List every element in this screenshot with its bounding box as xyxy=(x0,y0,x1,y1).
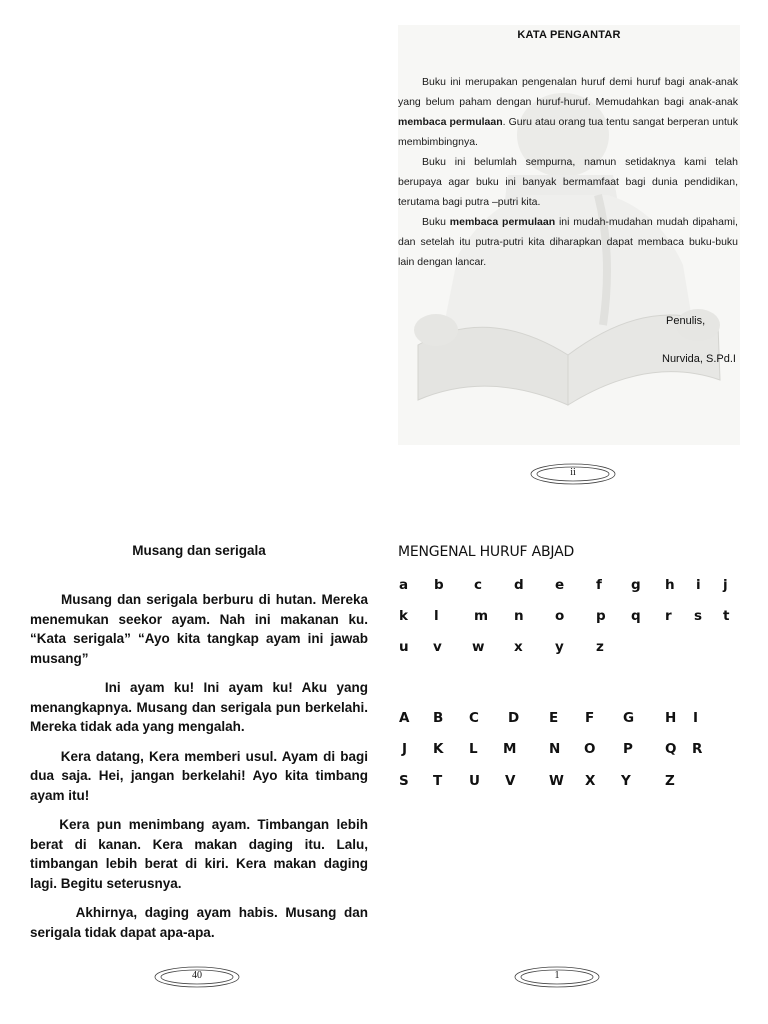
uppercase-row xyxy=(0,710,768,730)
letter: u xyxy=(399,639,409,655)
page-number-badge xyxy=(154,966,240,988)
letter: P xyxy=(623,741,633,757)
lowercase-row xyxy=(0,577,768,597)
letter: p xyxy=(596,608,606,624)
letter: K xyxy=(433,741,444,757)
page-number: 1 xyxy=(554,970,560,981)
preface-paragraph-1: Buku ini merupakan pengenalan huruf demi huruf bagi anak-anak yang belum paham dengan huruf-huruf. Memudahkan bagi anak-anak membaca permulaan. Guru atau orang tua tentu sangat berperan untuk membimbingnya. xyxy=(398,76,738,148)
letter: Q xyxy=(665,741,677,757)
letter: t xyxy=(723,608,730,624)
preface-page xyxy=(398,25,740,455)
story-paragraph: Musang dan serigala berburu di hutan. Mereka menemukan seekor ayam. Nah ini makanan ku. “Kata serigala” “Ayo kita tangkap ayam ini jawab musang” xyxy=(30,592,368,666)
letter: C xyxy=(469,710,479,726)
letter: X xyxy=(585,773,596,789)
letter: D xyxy=(508,710,520,726)
lowercase-row xyxy=(0,639,768,659)
letter: L xyxy=(469,741,478,757)
preface-paragraph-2: Buku ini belumlah sempurna, namun setidaknya kami telah berupaya agar buku ini banyak bermamfaat bagi dunia pendidikan, terutama bagi putra –putri kita. xyxy=(398,156,738,208)
letter: r xyxy=(665,608,672,624)
letter: M xyxy=(503,741,517,757)
letter: j xyxy=(723,577,728,593)
letter: T xyxy=(433,773,443,789)
story-paragraph: Kera pun menimbang ayam. Timbangan lebih berat di kanan. Kera makan daging itu. Lalu, timbangan lebih berat di kiri. Kera makan daging lagi. Begitu seterusnya. xyxy=(30,817,368,891)
letter: o xyxy=(555,608,565,624)
letter: B xyxy=(433,710,444,726)
letter: I xyxy=(693,710,699,726)
letter: V xyxy=(505,773,516,789)
letter: b xyxy=(434,577,444,593)
letter: s xyxy=(694,608,703,624)
letter: A xyxy=(399,710,410,726)
letter: E xyxy=(549,710,559,726)
letter: d xyxy=(514,577,524,593)
letter: z xyxy=(596,639,604,655)
page-number-badge xyxy=(530,463,616,485)
signature-name: Nurvida, S.Pd.I xyxy=(662,353,736,365)
letter: k xyxy=(399,608,408,624)
letter: W xyxy=(549,773,564,789)
letter: n xyxy=(514,608,524,624)
letter: c xyxy=(474,577,483,593)
uppercase-row xyxy=(0,741,768,761)
story-paragraph: Ini ayam ku! Ini ayam ku! Aku yang menangkapnya. Musang dan serigala pun berkelahi. Mereka tidak ada yang mengalah. xyxy=(30,680,368,734)
letter: f xyxy=(596,577,602,593)
letter: v xyxy=(433,639,442,655)
letter: S xyxy=(399,773,409,789)
lowercase-row xyxy=(0,608,768,628)
letter: Y xyxy=(621,773,631,789)
letter: w xyxy=(472,639,485,655)
signature-label: Penulis, xyxy=(666,315,706,327)
letter: i xyxy=(696,577,701,593)
story-paragraph: Akhirnya, daging ayam habis. Musang dan serigala tidak dapat apa-apa. xyxy=(30,905,368,940)
letter: y xyxy=(555,639,564,655)
letter: G xyxy=(623,710,635,726)
letter: l xyxy=(434,608,439,624)
letter: U xyxy=(469,773,480,789)
letter: e xyxy=(555,577,565,593)
page-number-badge xyxy=(514,966,600,988)
letter: h xyxy=(665,577,675,593)
letter: a xyxy=(399,577,409,593)
letter: Z xyxy=(665,773,675,789)
letter: R xyxy=(692,741,703,757)
letter: m xyxy=(474,608,489,624)
letter: J xyxy=(402,741,408,757)
letter: O xyxy=(584,741,596,757)
page-number: ii xyxy=(570,467,576,478)
story-paragraph: Kera datang, Kera memberi usul. Ayam di bagi dua saja. Hei, jangan berkelahi! Ayo kita timbang ayam itu! xyxy=(30,748,368,803)
letter: N xyxy=(549,741,561,757)
letter: g xyxy=(631,577,641,593)
letter: q xyxy=(631,608,641,624)
preface-title: KATA PENGANTAR xyxy=(517,29,621,41)
letter: x xyxy=(514,639,523,655)
alphabet-title: MENGENAL HURUF ABJAD xyxy=(398,544,575,560)
letter: F xyxy=(585,710,595,726)
uppercase-row xyxy=(0,773,768,793)
preface-body xyxy=(398,72,738,272)
story-title: Musang dan serigala xyxy=(132,543,266,558)
page-number: 40 xyxy=(192,970,202,981)
letter: H xyxy=(665,710,677,726)
preface-paragraph-3: Buku membaca permulaan ini mudah-mudahan mudah dipahami, dan setelah itu putra-putri kita diharapkan dapat membaca buku-buku lain dengan lancar. xyxy=(398,216,738,268)
